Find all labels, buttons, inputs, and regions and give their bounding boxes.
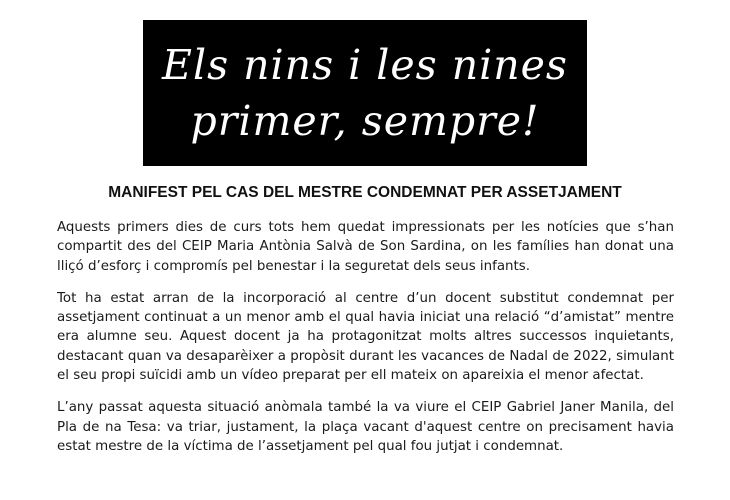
banner-image bbox=[143, 20, 587, 166]
banner-line-1: Els nins i les nines bbox=[162, 41, 568, 89]
banner-line-2: primer, sempre! bbox=[190, 97, 540, 145]
paragraph: Tot ha estat arran de la incorporació al centre d’un docent substitut condemnat per assetjament continuat a un menor amb el qual havia iniciat una relació “d’amistat” mentre era alumne seu. Aquest docent ja ha protagonitzat molts altres successos inquietants, destacant quan va desaparèixer a propòsit durant les vacances de Nadal de 2022, simulant el seu propi suïcidi amb un vídeo preparat per ell mateix on apareixia el menor afectat. bbox=[57, 290, 674, 384]
paragraph: L’any passat aquesta situació anòmala també la va viure el CEIP Gabriel Janer Manila, del Pla de na Tesa: va triar, justament, la plaça vacant d'aquest centre on precisament havia estat mestre de la víctima de l’assetjament pel qual fou jutjat i condemnat. bbox=[57, 400, 674, 454]
paragraph: Aquests primers dies de curs tots hem quedat impressionats per les notícies que s’han compartit des del CEIP Maria Antònia Salvà de Son Sardina, on les famílies han donat una lliçó d’esforç i compromís pel benestar i la seguretat dels seus infants. bbox=[57, 220, 674, 274]
document-body bbox=[57, 218, 674, 469]
document-heading: MANIFEST PEL CAS DEL MESTRE CONDEMNAT PER ASSETJAMENT bbox=[108, 184, 622, 201]
